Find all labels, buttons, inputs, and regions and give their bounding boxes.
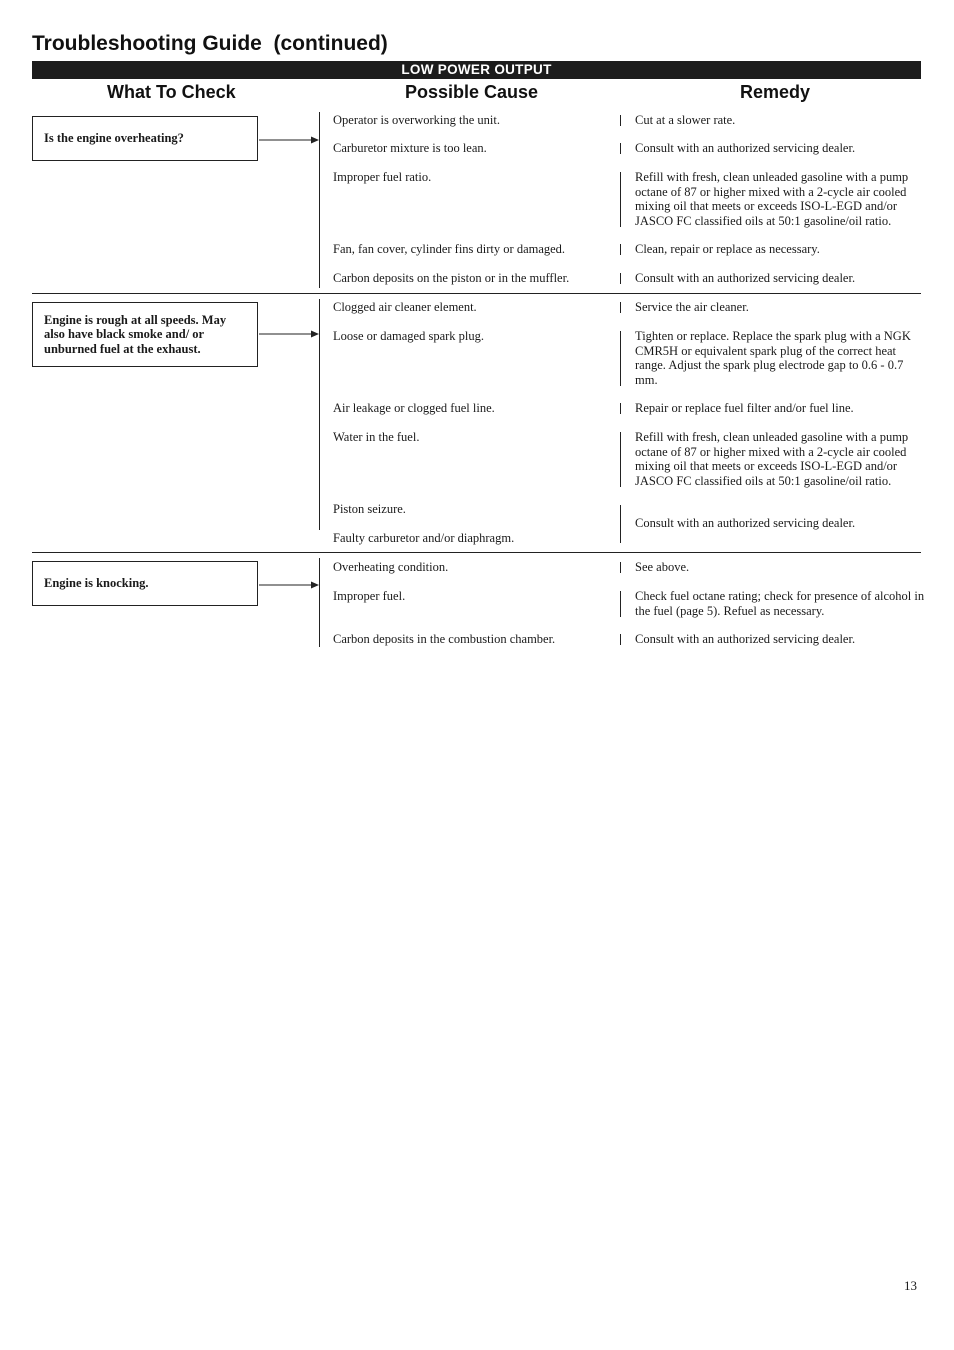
remedy-bar [620,302,621,313]
group-divider [32,552,921,553]
remedy-bar [620,143,621,154]
cause-text: Improper fuel. [333,589,406,603]
arrow-icon [259,329,319,339]
cause-text: Operator is overworking the unit. [333,113,500,127]
cause-text: Improper fuel ratio. [333,170,432,184]
remedy-bar [620,591,621,617]
remedy-bar [620,331,621,386]
cause-text: Faulty carburetor and/or diaphragm. [333,531,515,545]
cause-text: Carburetor mixture is too lean. [333,141,487,155]
remedy-bar [620,172,621,227]
remedy-text: Consult with an authorized servicing dealer. [635,632,856,646]
cause-text: Overheating condition. [333,560,449,574]
cause-bracket-line [319,558,320,647]
arrow-icon [259,135,319,145]
remedy-text: Consult with an authorized servicing dealer. [635,271,856,285]
cause-text: Water in the fuel. [333,430,420,444]
column-header-remedy: Remedy [740,82,811,102]
cause-text: Carbon deposits on the piston or in the muffler. [333,271,570,285]
remedy-text: Service the air cleaner. [635,300,749,314]
group-divider [32,293,921,294]
remedy-text: Clean, repair or replace as necessary. [635,242,820,256]
remedy-bar [620,115,621,126]
remedy-text: Repair or replace fuel filter and/or fuel line. [635,401,854,415]
remedy-bar [620,244,621,255]
remedy-bar [620,403,621,414]
remedy-bar [620,432,621,487]
remedy-text: Refill with fresh, clean unleaded gasoline with a pump octane of 87 or higher mixed with a 2-cycle air cooled mixing oil that meets or exceeds ISO-L-EGD and/or JASCO FC classified oils at 50:1 gasoline/oil ratio. [635,430,909,488]
remedy-text: Refill with fresh, clean unleaded gasoline with a pump octane of 87 or higher mixed with a 2-cycle air cooled mixing oil that meets or exceeds ISO-L-EGD and/or JASCO FC classified oils at 50:1 gasoline/oil ratio. [635,170,909,228]
cause-bracket-line [319,112,320,288]
remedy-bar [620,505,621,543]
page-title: Troubleshooting Guide (continued) [32,32,388,55]
remedy-text: Cut at a slower rate. [635,113,736,127]
cause-text: Air leakage or clogged fuel line. [333,401,495,415]
cause-text: Carbon deposits in the combustion chamber. [333,632,556,646]
remedy-text: See above. [635,560,690,574]
remedy-text: Tighten or replace. Replace the spark plug with a NGK CMR5H or equivalent spark plug of the correct heat range. Adjust the spark plug electrode gap to 0.6 - 0.7 mm. [635,329,911,387]
check-box-knocking: Engine is knocking. [32,561,258,606]
remedy-text: Consult with an authorized servicing dealer. [635,141,856,155]
cause-bracket-line [319,299,320,530]
remedy-text: Consult with an authorized servicing dealer. [635,516,856,530]
remedy-text: Check fuel octane rating; check for presence of alcohol in the fuel (page 5). Refuel as necessary. [635,589,925,618]
check-box-overheating: Is the engine overheating? [32,116,258,161]
cause-text: Piston seizure. [333,502,406,516]
remedy-bar [620,634,621,645]
cause-text: Fan, fan cover, cylinder fins dirty or damaged. [333,242,566,256]
remedy-bar [620,273,621,284]
column-header-what-to-check: What To Check [107,82,236,102]
section-header: LOW POWER OUTPUT [32,61,921,79]
arrow-icon [259,580,319,590]
check-box-rough-engine: Engine is rough at all speeds. May also have black smoke and/ or unburned fuel at the exhaust. [32,302,258,367]
page-number: 13 [904,1278,917,1293]
column-header-possible-cause: Possible Cause [405,82,539,102]
cause-text: Loose or damaged spark plug. [333,329,485,343]
cause-text: Clogged air cleaner element. [333,300,477,314]
remedy-bar [620,562,621,573]
